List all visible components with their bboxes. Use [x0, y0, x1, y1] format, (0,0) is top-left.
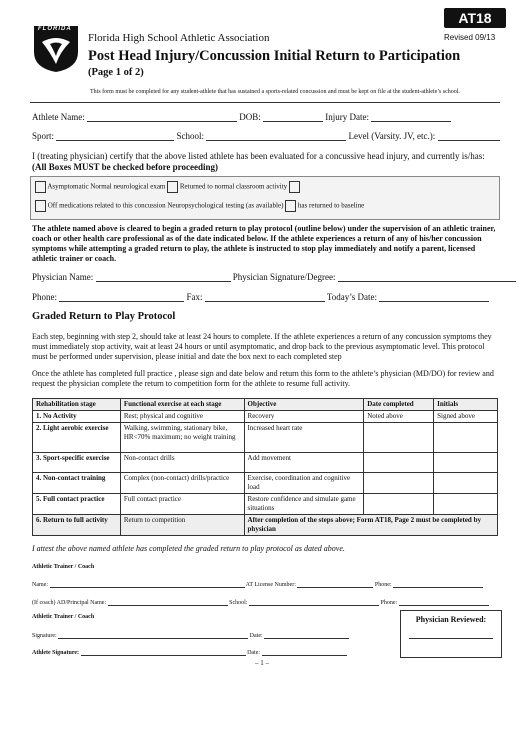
ad-phone-label: Phone: [380, 600, 398, 606]
dob-label: DOB: [239, 112, 261, 122]
ad-school-label: School: [229, 600, 248, 606]
athlete-name-label: Athlete Name: [32, 112, 85, 122]
date-input-cell[interactable] [364, 473, 434, 494]
license-field[interactable] [297, 580, 373, 588]
initials-input-cell[interactable] [434, 423, 498, 453]
protocol-instructions: Each step, beginning with step 2, should take at least 24 hours to complete. If the athlete experiences a return of any concussion symptoms they must immediately stop activity, wait at least 24 hours or until asymptomatic, and drop back to the previous asymptomatic level. This protocol must be performed under supervision, please initial and date the box next to each completed step [32, 332, 492, 361]
trainer-phone-label: Phone: [374, 582, 392, 588]
sport-info-row [32, 130, 502, 141]
signature-row-1 [32, 631, 349, 639]
off-medications-checkbox[interactable] [35, 200, 46, 212]
dob-field[interactable] [263, 111, 323, 122]
initials-input-cell[interactable] [434, 473, 498, 494]
col-initials-header: Initials [434, 399, 498, 411]
signature-row-2 [32, 648, 347, 656]
baseline-label: has returned to baseline [297, 201, 365, 210]
exercise-cell: Non-contact drills [120, 453, 244, 473]
exercise-cell: Return to competition [120, 515, 244, 536]
school-label: School: [176, 131, 205, 141]
table-row [33, 515, 498, 536]
neuropsych-checkbox[interactable] [285, 200, 296, 212]
logo-text: FLORIDA [38, 26, 72, 32]
protocol-completion-note: Once the athlete has completed full practice , please sign and date below and return this form to the athlete’s physician (MD/DO) for review and request the physician complete the return to competition form for the athlete to resume full activity. [32, 369, 494, 388]
revised-date: Revised 09/13 [444, 33, 496, 42]
completion-note-cell: After completion of the steps above; Form AT18, Page 2 must be completed by physician [244, 515, 497, 536]
initials-input-cell[interactable] [434, 453, 498, 473]
objective-cell: Increased heart rate [244, 423, 364, 453]
certify-instruction: (All Boxes MUST be checked before proceeding) [32, 162, 218, 172]
date-cell: Noted above [364, 411, 434, 423]
objective-cell: Restore confidence and simulate game situations [244, 494, 364, 515]
initials-input-cell[interactable] [434, 494, 498, 515]
clearance-statement: The athlete named above is cleared to begin a graded return to play protocol (outline below) under the supervision of an athletic trainer, coach or other health care professional as of the date indicated below. If the athlete experiences a return of any of his/her concussion symptoms while attempting a graded return to play, the athlete is instructed to stop play immediately and notify a parent, licensed athletic trainer or coach. [32, 224, 496, 263]
trainer-row-2 [32, 598, 489, 606]
stage-cell: 5. Full contact practice [33, 494, 121, 515]
col-exercise-header: Functional exercise at each stage [120, 399, 244, 411]
exercise-cell: Full contact practice [120, 494, 244, 515]
table-row [33, 473, 498, 494]
trainer-row-1 [32, 580, 483, 588]
today-date-field[interactable] [379, 291, 489, 302]
physician-reviewed-field[interactable] [409, 638, 493, 639]
date-input-cell[interactable] [364, 423, 434, 453]
asymptomatic-checkbox[interactable] [35, 181, 46, 193]
today-date-label: Today’s Date: [326, 292, 377, 302]
page-indicator: (Page 1 of 2) [88, 67, 144, 78]
stage-cell: 1. No Activity [33, 411, 121, 423]
trainer-signature-field[interactable] [58, 631, 248, 639]
criteria-row-2 [35, 200, 364, 212]
exercise-cell: Rest; physical and cognitive [120, 411, 244, 423]
trainer-name-field[interactable] [50, 580, 245, 588]
level-field[interactable] [438, 130, 500, 141]
physician-name-label: Physician Name: [32, 272, 94, 282]
header-divider [30, 102, 500, 103]
physician-row-2 [32, 291, 489, 302]
physician-row-1 [32, 271, 516, 282]
objective-cell: Recovery [244, 411, 364, 423]
athlete-signature-field[interactable] [81, 648, 246, 656]
classroom-checkbox[interactable] [289, 181, 300, 193]
athlete-signature-label: Athlete Signature: [32, 650, 80, 656]
protocol-heading: Graded Return to Play Protocol [32, 311, 176, 322]
stage-cell: 2. Light aerobic exercise [33, 423, 121, 453]
sport-field[interactable] [56, 130, 174, 141]
col-date-header: Date completed [364, 399, 434, 411]
objective-cell: Add movement [244, 453, 364, 473]
trainer-label-2: Athletic Trainer / Coach [32, 614, 95, 620]
normal-exam-label: Normal neurological exam [90, 182, 166, 191]
fax-field[interactable] [205, 291, 325, 302]
initials-cell: Signed above [434, 411, 498, 423]
form-notice: This form must be completed for any student-athlete that has sustained a sports-related concussion and must be kept on file at the student-athlete’s school. [90, 89, 460, 95]
physician-name-field[interactable] [96, 271, 231, 282]
sport-label: Sport: [32, 131, 55, 141]
protocol-table [32, 398, 498, 536]
athlete-date-label: Date: [247, 650, 261, 656]
asymptomatic-label: Asymptomatic [47, 182, 89, 191]
trainer-name-label: Name: [32, 582, 48, 588]
athlete-info-row [32, 111, 502, 122]
physician-signature-label: Physician Signature/Degree: [232, 272, 336, 282]
table-row [33, 423, 498, 453]
school-field[interactable] [206, 130, 346, 141]
trainer-date-field[interactable] [264, 631, 349, 639]
trainer-label: Athletic Trainer / Coach [32, 564, 95, 570]
stage-cell: 4. Non-contact training [33, 473, 121, 494]
date-input-cell[interactable] [364, 494, 434, 515]
ad-school-field[interactable] [249, 598, 379, 606]
license-label: AT License Number: [245, 582, 296, 588]
objective-cell: Exercise, coordination and cognitive load [244, 473, 364, 494]
ad-name-field[interactable] [108, 598, 228, 606]
exercise-cell: Walking, swimming, stationary bike, HR<70% maximum; no weight training [120, 423, 244, 453]
injury-date-label: Injury Date: [325, 112, 369, 122]
trainer-date-label: Date: [249, 633, 263, 639]
athlete-name-field[interactable] [87, 111, 237, 122]
phone-label: Phone: [32, 292, 58, 302]
fhsaa-logo [30, 22, 82, 74]
stage-cell: 3. Sport-specific exercise [33, 453, 121, 473]
date-input-cell[interactable] [364, 453, 434, 473]
injury-date-field[interactable] [371, 111, 451, 122]
certify-statement: I (treating physician) certify that the above listed athlete has been evaluated for a concussive head injury, and currently is/has: [32, 151, 485, 161]
table-header-row [33, 399, 498, 411]
table-row [33, 494, 498, 515]
exercise-cell: Complex (non-contact) drills/practice [120, 473, 244, 494]
col-stage-header: Rehabilitation stage [33, 399, 121, 411]
trainer-signature-label: Signature: [32, 633, 57, 639]
org-name: Florida High School Athletic Association [88, 32, 270, 44]
form-title: Post Head Injury/Concussion Initial Return to Participation [88, 48, 461, 64]
form-code-badge: AT18 [444, 8, 506, 28]
criteria-row-1 [35, 181, 300, 193]
normal-exam-checkbox[interactable] [167, 181, 178, 193]
physician-reviewed-label: Physician Reviewed: [415, 615, 487, 624]
trainer-phone-field[interactable] [393, 580, 483, 588]
table-row [33, 453, 498, 473]
col-objective-header: Objective [244, 399, 364, 411]
page-footer: – 1 – [255, 659, 269, 667]
level-label: Level (Varsity. JV, etc.): [348, 131, 436, 141]
physician-signature-field[interactable] [338, 271, 516, 282]
attestation: I attest the above named athlete has completed the graded return to play protocol as dated above. [32, 544, 345, 553]
fax-label: Fax: [186, 292, 203, 302]
classroom-label: Returned to normal classroom activity [179, 182, 288, 191]
off-medications-label: Off medications related to this concussion [47, 201, 166, 210]
stage-cell: 6. Return to full activity [33, 515, 121, 536]
athlete-date-field[interactable] [262, 648, 347, 656]
physician-reviewed-box [400, 610, 502, 658]
ad-phone-field[interactable] [399, 598, 489, 606]
table-row [33, 411, 498, 423]
neuropsych-label: Neuropsychological testing (as available) [167, 201, 284, 210]
ad-name-label: (If coach) AD/Principal Name: [32, 600, 107, 606]
phone-field[interactable] [59, 291, 184, 302]
